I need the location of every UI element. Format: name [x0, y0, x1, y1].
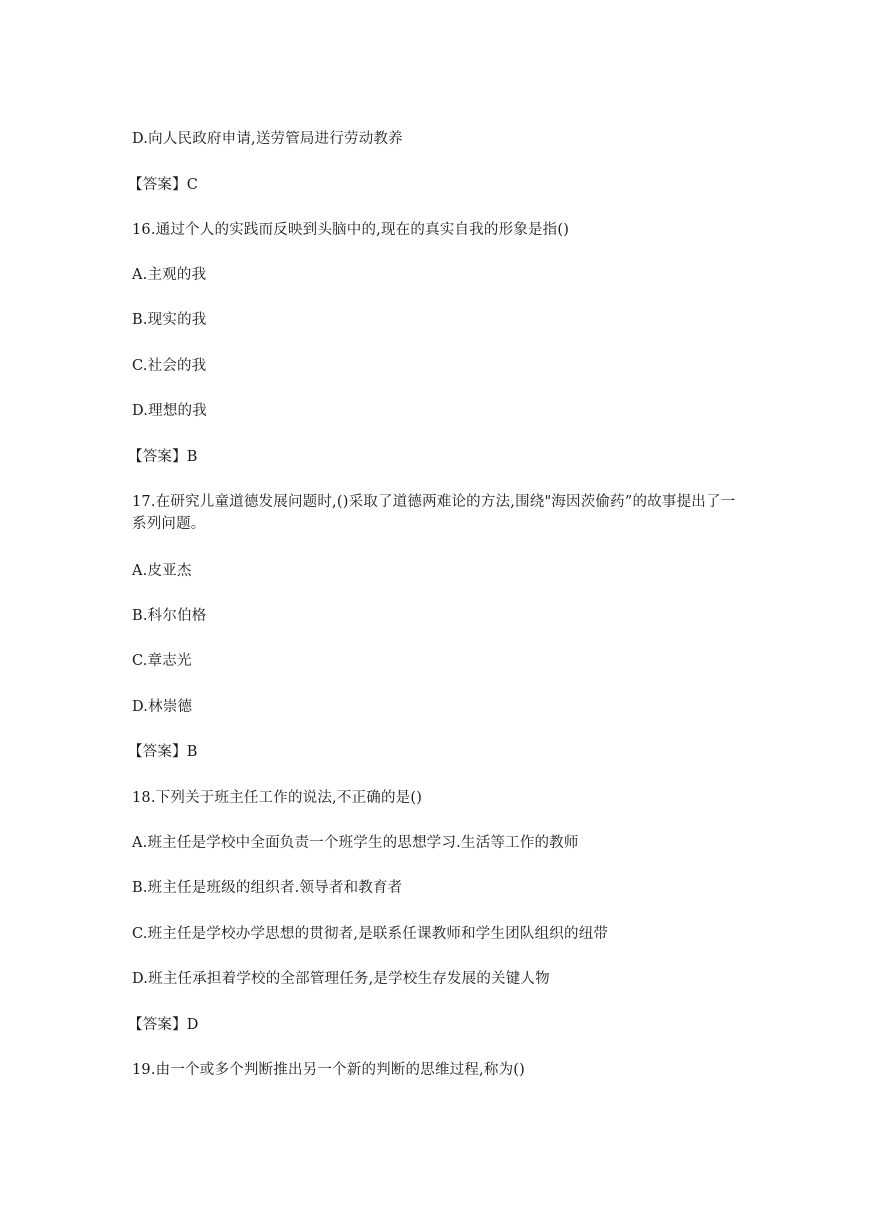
option-d-q16: D.理想的我 — [132, 403, 207, 419]
answer-q16: 【答案】B — [128, 449, 198, 465]
question-17: 17.在研究儿童道德发展问题时,()采取了道德两难论的方法,围绕"海因茨偷药”的故事提出了一系列问题。 — [132, 494, 736, 532]
answer-q15: 【答案】C — [128, 177, 199, 193]
option-c-q17: C.章志光 — [132, 653, 192, 669]
option-b-q17: B.科尔伯格 — [132, 608, 207, 624]
option-b-q16: B.现实的我 — [132, 312, 207, 328]
option-c-q16: C.社会的我 — [132, 358, 207, 374]
option-d-q15: D.向人民政府申请,送劳管局进行劳动教养 — [132, 131, 403, 147]
question-19: 19.由一个或多个判断推出另一个新的判断的思维过程,称为() — [132, 1062, 525, 1078]
question-18: 18.下列关于班主任工作的说法,不正确的是() — [132, 790, 423, 806]
option-a-q16: A.主观的我 — [132, 267, 207, 283]
answer-q18: 【答案】D — [128, 1017, 199, 1033]
option-a-q17: A.皮亚杰 — [132, 563, 192, 579]
option-c-q18: C.班主任是学校办学思想的贯彻者,是联系任课教师和学生团队组织的纽带 — [132, 926, 609, 942]
option-d-q17: D.林崇德 — [132, 699, 193, 715]
option-d-q18: D.班主任承担着学校的全部管理任务,是学校生存发展的关键人物 — [132, 971, 550, 987]
question-16: 16.通过个人的实践而反映到头脑中的,现在的真实自我的形象是指() — [132, 222, 570, 238]
option-b-q18: B.班主任是班级的组织者.领导者和教育者 — [132, 880, 403, 896]
answer-q17: 【答案】B — [128, 744, 198, 760]
option-a-q18: A.班主任是学校中全面负责一个班学生的思想学习.生活等工作的教师 — [132, 835, 579, 851]
